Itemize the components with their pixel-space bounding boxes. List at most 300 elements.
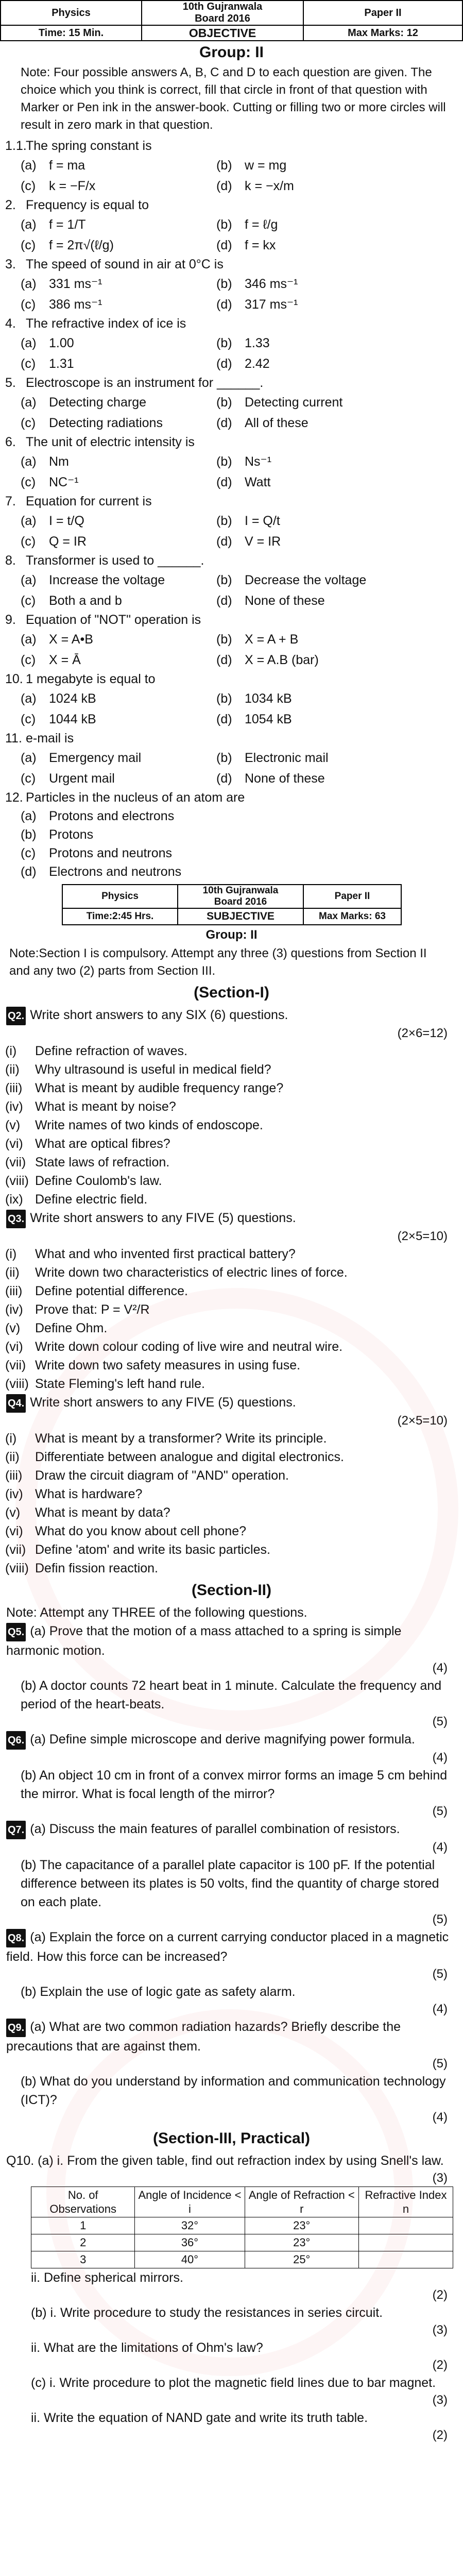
mcq-option-b[interactable] <box>21 825 463 844</box>
mcq-question <box>0 196 463 214</box>
option-text: V = IR <box>245 534 281 549</box>
q2-label: Q2. <box>6 1007 26 1025</box>
option-text: Emergency mail <box>49 751 142 765</box>
mcq-option-d[interactable] <box>216 472 463 493</box>
item-number: (viii) <box>5 1561 29 1575</box>
mcq-option-a[interactable] <box>21 748 216 768</box>
q10-part-text: (c) i. Write procedure to plot the magnetic field lines due to bar magnet. <box>31 2376 436 2390</box>
mcq-option-c[interactable] <box>21 235 216 256</box>
option-letter: (a) <box>21 573 37 587</box>
q8-part-b-text: (b) Explain the use of logic gate as safety alarm. <box>21 1985 296 1999</box>
option-text: Detecting current <box>245 395 343 410</box>
q2-item <box>5 1097 453 1116</box>
q3-item <box>5 1337 453 1356</box>
mcq-number: 9. <box>5 613 16 627</box>
option-letter: (b) <box>21 827 37 842</box>
board-cell <box>142 1 303 25</box>
option-text: Electrons and neutrons <box>49 865 182 879</box>
option-text: 1034 kB <box>245 691 292 706</box>
mcq-question <box>0 789 463 807</box>
option-text: 1024 kB <box>49 691 96 706</box>
option-text: 1.00 <box>49 336 74 350</box>
table-cell <box>358 2251 453 2268</box>
q5-part-a-text: (a) Prove that the motion of a mass attached to a spring is simple harmonic motion. <box>6 1624 402 1658</box>
q8-label: Q8. <box>6 1929 26 1947</box>
table-cell: 2 <box>31 2234 135 2251</box>
mcq-option-d[interactable] <box>216 650 463 670</box>
time-cell: Time:2:45 Hrs. <box>62 908 178 925</box>
item-number: (ix) <box>5 1192 23 1207</box>
option-letter: (b) <box>216 514 232 528</box>
table-row <box>31 2217 453 2234</box>
q3-item <box>5 1282 453 1300</box>
q2-item <box>5 1134 453 1153</box>
option-letter: (d) <box>216 416 232 430</box>
mcq-option-a[interactable] <box>21 274 216 294</box>
paper-cell: Paper II <box>303 1 462 25</box>
item-text: Define Ohm. <box>35 1321 108 1335</box>
option-text: k = −F/x <box>49 179 96 193</box>
q10-part <box>0 2338 463 2357</box>
option-letter: (b) <box>216 336 232 350</box>
q9-part-b-text: (b) What do you understand by information and communication technology (ICT)? <box>21 2074 446 2107</box>
q4-label: Q4. <box>6 1394 26 1413</box>
q9-part-a-marks: (5) <box>432 2057 448 2071</box>
section-1-title: (Section-I) <box>194 984 269 1001</box>
q3-marks: (2×5=10) <box>397 1229 448 1243</box>
option-letter: (d) <box>216 357 232 371</box>
option-letter: (a) <box>21 277 37 291</box>
q4-item <box>5 1466 453 1485</box>
q10-part-marks: (2) <box>432 2358 448 2372</box>
q7-part-b-text: (b) The capacitance of a parallel plate capacitor is 100 pF. If the potential difference between its plates is 50 volts, find the quantity of charge stored on each plate. <box>21 1858 439 1909</box>
objective-group-title: Group: II <box>199 44 264 61</box>
option-text: w = mg <box>245 158 287 173</box>
q3-item <box>5 1319 453 1337</box>
mcq-option-c[interactable] <box>21 353 216 374</box>
option-letter: (a) <box>21 158 37 173</box>
mcq-text: Electroscope is an instrument for ______. <box>26 376 264 390</box>
q2-item <box>5 1190 453 1209</box>
q6-label: Q6. <box>6 1731 26 1750</box>
table-header-row <box>31 2187 453 2217</box>
q9-part-b <box>0 2072 463 2109</box>
option-text: Both a and b <box>49 594 122 608</box>
mcq-option-c[interactable] <box>21 590 216 611</box>
q10-part-text: ii. Write the equation of NAND gate and write its truth table. <box>31 2411 368 2425</box>
item-text: What do you know about cell phone? <box>35 1524 246 1538</box>
item-text: Prove that: P = V²/R <box>35 1302 150 1317</box>
q10-part <box>0 2303 463 2322</box>
q6-part-b-text: (b) An object 10 cm in front of a convex mirror forms an image 5 cm behind the mirror. What is focal length of the mirror? <box>21 1768 448 1801</box>
mcq-option-d[interactable] <box>216 590 463 611</box>
marks-cell: Max Marks: 63 <box>303 908 401 925</box>
paper-cell: Paper II <box>303 885 401 908</box>
q3-text: Write short answers to any FIVE (5) questions. <box>30 1211 296 1225</box>
item-number: (i) <box>5 1247 17 1261</box>
q2-item <box>5 1042 453 1060</box>
q3-label: Q3. <box>6 1210 26 1228</box>
table-cell: 23° <box>245 2217 358 2234</box>
type-cell: OBJECTIVE <box>142 25 303 41</box>
mcq-option-c[interactable] <box>21 472 216 493</box>
item-text: Write down colour coding of live wire and neutral wire. <box>35 1340 343 1354</box>
option-letter: (d) <box>216 238 232 252</box>
subject-cell: Physics <box>1 1 142 25</box>
option-text: X = A•B <box>49 632 93 647</box>
option-letter: (c) <box>21 357 36 371</box>
mcq-text: The unit of electric intensity is <box>26 435 195 449</box>
mcq-number: 8. <box>5 553 16 568</box>
table-cell <box>358 2234 453 2251</box>
q7-part-b-marks: (5) <box>432 1912 448 1926</box>
mcq-question <box>0 670 463 688</box>
subjective-note: Note:Section I is compulsory. Attempt any three (3) questions from Section II and any two (2) parts from Section III. <box>9 946 427 978</box>
option-text: I = t/Q <box>49 514 84 528</box>
mcq-question <box>0 315 463 333</box>
mcq-option-a[interactable] <box>21 570 216 590</box>
option-letter: (d) <box>216 653 232 667</box>
table-header-cell: Angle of Refraction < r <box>245 2187 358 2217</box>
mcq-option-c[interactable] <box>21 844 463 862</box>
mcq-options <box>0 274 463 315</box>
board-line-2: Board 2016 <box>195 13 250 24</box>
item-text: Write names of two kinds of endoscope. <box>35 1118 263 1132</box>
mcq-number: 5. <box>5 376 16 390</box>
option-letter: (a) <box>21 217 37 232</box>
item-text: Write down two safety measures in using fuse. <box>35 1358 301 1372</box>
option-letter: (c) <box>21 712 36 726</box>
mcq-option-d[interactable] <box>216 413 463 433</box>
option-text: f = ℓ/g <box>245 217 278 232</box>
mcq-question <box>0 374 463 392</box>
mcq-option-b[interactable] <box>216 629 463 650</box>
mcq-options <box>0 392 463 433</box>
mcq-option-c[interactable] <box>21 413 216 433</box>
type-cell: SUBJECTIVE <box>178 908 303 925</box>
option-letter: (a) <box>21 514 37 528</box>
q5-part-a-marks: (4) <box>432 1661 448 1675</box>
q8-part-a-text: (a) Explain the force on a current carrying conductor placed in a magnetic field. How this force can be increased? <box>6 1930 449 1964</box>
mcq-option-a[interactable] <box>21 392 216 413</box>
mcq-text: Frequency is equal to <box>26 198 149 212</box>
mcq-option-d[interactable] <box>216 768 463 789</box>
item-number: (viii) <box>5 1174 29 1188</box>
mcq-question <box>0 611 463 629</box>
q3-heading <box>0 1209 463 1228</box>
q10-part-a-i-marks: (3) <box>432 2171 448 2185</box>
mcq-option-b[interactable] <box>216 392 463 413</box>
mcq-option-a[interactable] <box>21 629 216 650</box>
option-letter: (a) <box>21 691 37 706</box>
q10-remaining-parts <box>0 2268 463 2444</box>
q8-part-b <box>0 1982 463 2001</box>
option-letter: (c) <box>21 594 36 608</box>
option-letter: (d) <box>216 179 232 193</box>
item-number: (i) <box>5 1044 17 1058</box>
section-2-note: Note: Attempt any THREE of the following questions. <box>6 1605 307 1620</box>
option-text: X = Ā <box>49 653 81 667</box>
option-letter: (c) <box>21 416 36 430</box>
q7-part-b <box>0 1856 463 1911</box>
mcq-option-b[interactable] <box>216 155 463 176</box>
table-header-cell: Angle of Incidence < i <box>135 2187 245 2217</box>
option-letter: (b) <box>216 217 232 232</box>
mcq-option-b[interactable] <box>216 748 463 768</box>
q10-part-marks: (2) <box>432 2428 448 2442</box>
mcq-options <box>0 333 463 374</box>
mcq-option-c[interactable] <box>21 650 216 670</box>
q5-part-a <box>0 1622 463 1660</box>
option-letter: (d) <box>216 771 232 786</box>
mcq-number: 7. <box>5 494 16 509</box>
mcq-option-c[interactable] <box>21 768 216 789</box>
subjective-header-table <box>62 884 402 925</box>
item-number: (ii) <box>5 1062 20 1077</box>
option-letter: (d) <box>216 475 232 489</box>
mcq-options <box>0 570 463 611</box>
mcq-option-b[interactable] <box>216 333 463 353</box>
item-text: What and who invented first practical battery? <box>35 1247 296 1261</box>
item-text: Differentiate between analogue and digital electronics. <box>35 1450 344 1464</box>
option-letter: (c) <box>21 475 36 489</box>
option-text: 386 ms⁻¹ <box>49 297 102 312</box>
board-line-1: 10th Gujranwala <box>182 1 263 12</box>
q3-item <box>5 1356 453 1375</box>
q2-text: Write short answers to any SIX (6) questions. <box>30 1008 288 1022</box>
mcq-question <box>0 552 463 570</box>
table-header-cell: Refractive Index n <box>358 2187 453 2217</box>
mcq-options <box>0 214 463 256</box>
q2-item <box>5 1172 453 1190</box>
option-text: None of these <box>245 771 325 786</box>
mcq-question <box>0 730 463 748</box>
marks-cell: Max Marks: 12 <box>303 25 462 41</box>
mcq-text: The spring constant is <box>26 139 152 153</box>
option-letter: (c) <box>21 771 36 786</box>
mcq-option-b[interactable] <box>216 570 463 590</box>
option-text: NC⁻¹ <box>49 475 79 489</box>
item-text: Define electric field. <box>35 1192 148 1207</box>
q4-heading <box>0 1393 463 1413</box>
q9-label: Q9. <box>6 2019 26 2037</box>
option-text: f = 2π√(ℓ/g) <box>49 238 114 252</box>
item-number: (vi) <box>5 1340 23 1354</box>
board-line-2: Board 2016 <box>214 896 267 907</box>
option-text: Increase the voltage <box>49 573 165 587</box>
mcq-option-a[interactable] <box>21 333 216 353</box>
option-letter: (b) <box>216 454 232 469</box>
option-text: Detecting charge <box>49 395 147 410</box>
option-text: 1.31 <box>49 357 74 371</box>
q4-item <box>5 1429 453 1448</box>
option-letter: (d) <box>216 712 232 726</box>
option-letter: (d) <box>216 534 232 549</box>
mcq-option-c[interactable] <box>21 176 216 196</box>
option-letter: (c) <box>21 846 36 860</box>
option-text: Q = IR <box>49 534 87 549</box>
item-number: (iv) <box>5 1099 23 1114</box>
subjective-group-title: Group: II <box>205 928 258 942</box>
section-2-title: (Section-II) <box>192 1582 271 1599</box>
q2-item <box>5 1079 453 1097</box>
mcq-option-b[interactable] <box>216 214 463 235</box>
item-text: Define 'atom' and write its basic particles. <box>35 1543 270 1557</box>
q3-item <box>5 1300 453 1319</box>
q5-label: Q5. <box>6 1623 26 1641</box>
option-text: Protons and electrons <box>49 809 175 823</box>
item-text: Define potential difference. <box>35 1284 188 1298</box>
option-letter: (b) <box>216 632 232 647</box>
section-3-title: (Section-III, Practical) <box>152 2130 311 2147</box>
q10-part-text: ii. What are the limitations of Ohm's law? <box>31 2341 263 2355</box>
option-text: Decrease the voltage <box>245 573 367 587</box>
option-letter: (b) <box>216 751 232 765</box>
table-cell: 23° <box>245 2234 358 2251</box>
option-letter: (c) <box>21 179 36 193</box>
q4-item <box>5 1448 453 1466</box>
q10-part-text: ii. Define spherical mirrors. <box>31 2270 183 2285</box>
q10-part-marks: (2) <box>432 2288 448 2302</box>
mcq-number: 6. <box>5 435 16 449</box>
option-text: Urgent mail <box>49 771 115 786</box>
table-cell: 32° <box>135 2217 245 2234</box>
mcq-text: The speed of sound in air at 0°C is <box>26 257 224 272</box>
item-text: State Fleming's left hand rule. <box>35 1377 205 1391</box>
mcq-option-d[interactable] <box>21 862 463 881</box>
option-letter: (c) <box>21 653 36 667</box>
item-text: Define refraction of waves. <box>35 1044 187 1058</box>
mcq-option-a[interactable] <box>21 214 216 235</box>
table-header-cell: No. of Observations <box>31 2187 135 2217</box>
option-text: Protons and neutrons <box>49 846 173 860</box>
mcq-question <box>0 137 463 155</box>
mcq-option-b[interactable] <box>216 451 463 472</box>
option-text: 2.42 <box>245 357 270 371</box>
mcq-number: 2. <box>5 198 16 212</box>
q2-item <box>5 1060 453 1079</box>
table-row <box>31 2234 453 2251</box>
mcq-list <box>0 137 463 881</box>
mcq-option-b[interactable] <box>216 511 463 531</box>
option-text: None of these <box>245 594 325 608</box>
option-letter: (a) <box>21 336 37 350</box>
mcq-option-a[interactable] <box>21 807 463 825</box>
mcq-option-a[interactable] <box>21 451 216 472</box>
item-number: (vi) <box>5 1137 23 1151</box>
q8-part-b-marks: (4) <box>432 2002 448 2016</box>
item-number: (vii) <box>5 1155 26 1170</box>
q4-item <box>5 1485 453 1503</box>
q10-part-marks: (3) <box>432 2393 448 2407</box>
mcq-number: 4. <box>5 316 16 331</box>
q3-item <box>5 1375 453 1393</box>
option-text: k = −x/m <box>245 179 294 193</box>
mcq-number: 10. <box>5 672 23 686</box>
option-letter: (b) <box>216 395 232 410</box>
table-cell: 3 <box>31 2251 135 2268</box>
item-number: (iii) <box>5 1081 23 1095</box>
option-text: 1.33 <box>245 336 270 350</box>
q9-part-a <box>0 2018 463 2056</box>
item-number: (iv) <box>5 1302 23 1317</box>
mcq-option-c[interactable] <box>21 531 216 552</box>
mcq-option-b[interactable] <box>216 274 463 294</box>
q10-part <box>0 2409 463 2427</box>
mcq-option-d[interactable] <box>216 176 463 196</box>
option-text: f = ma <box>49 158 85 173</box>
option-letter: (d) <box>216 297 232 312</box>
q6-part-b <box>0 1766 463 1803</box>
mcq-options <box>0 451 463 493</box>
option-text: 331 ms⁻¹ <box>49 277 102 291</box>
option-text: X = A + B <box>245 632 299 647</box>
item-text: What is meant by a transformer? Write its principle. <box>35 1431 327 1446</box>
mcq-text: Particles in the nucleus of an atom are <box>26 790 245 805</box>
mcq-text: Transformer is used to ______. <box>26 553 204 568</box>
mcq-options <box>0 748 463 789</box>
q10-part <box>0 2374 463 2392</box>
subject-cell: Physics <box>62 885 178 908</box>
item-number: (v) <box>5 1505 21 1520</box>
option-text: Protons <box>49 827 94 842</box>
q6-part-a <box>0 1730 463 1750</box>
item-text: What is hardware? <box>35 1487 143 1501</box>
table-cell: 1 <box>31 2217 135 2234</box>
item-text: Why ultrasound is useful in medical field? <box>35 1062 271 1077</box>
item-text: What is meant by audible frequency range? <box>35 1081 284 1095</box>
q4-item <box>5 1540 453 1559</box>
item-text: What is meant by data? <box>35 1505 170 1520</box>
q3-item <box>5 1245 453 1263</box>
q10-part <box>0 2268 463 2287</box>
option-text: 1054 kB <box>245 712 292 726</box>
mcq-option-c[interactable] <box>21 294 216 315</box>
mcq-option-c[interactable] <box>21 709 216 730</box>
option-letter: (a) <box>21 809 37 823</box>
item-number: (vii) <box>5 1543 26 1557</box>
table-cell: 36° <box>135 2234 245 2251</box>
mcq-option-d[interactable] <box>216 353 463 374</box>
q4-text: Write short answers to any FIVE (5) questions. <box>30 1395 296 1410</box>
mcq-option-d[interactable] <box>216 294 463 315</box>
table-row <box>31 2251 453 2268</box>
option-text: Electronic mail <box>245 751 329 765</box>
mcq-option-d[interactable] <box>216 235 463 256</box>
mcq-options <box>0 807 463 881</box>
item-number: (v) <box>5 1118 21 1132</box>
mcq-option-d[interactable] <box>216 709 463 730</box>
item-text: State laws of refraction. <box>35 1155 170 1170</box>
mcq-option-b[interactable] <box>216 688 463 709</box>
mcq-option-a[interactable] <box>21 155 216 176</box>
mcq-options <box>0 629 463 670</box>
mcq-option-a[interactable] <box>21 688 216 709</box>
mcq-options <box>0 511 463 552</box>
mcq-option-d[interactable] <box>216 531 463 552</box>
mcq-options <box>0 688 463 730</box>
item-text: Define Coulomb's law. <box>35 1174 162 1188</box>
q7-part-a <box>0 1820 463 1839</box>
item-number: (iii) <box>5 1284 23 1298</box>
q8-part-a <box>0 1928 463 1966</box>
item-text: What is meant by noise? <box>35 1099 176 1114</box>
mcq-options <box>0 155 463 196</box>
q4-item <box>5 1559 453 1578</box>
option-letter: (b) <box>216 158 232 173</box>
mcq-option-a[interactable] <box>21 511 216 531</box>
option-text: X = A.B (bar) <box>245 653 319 667</box>
